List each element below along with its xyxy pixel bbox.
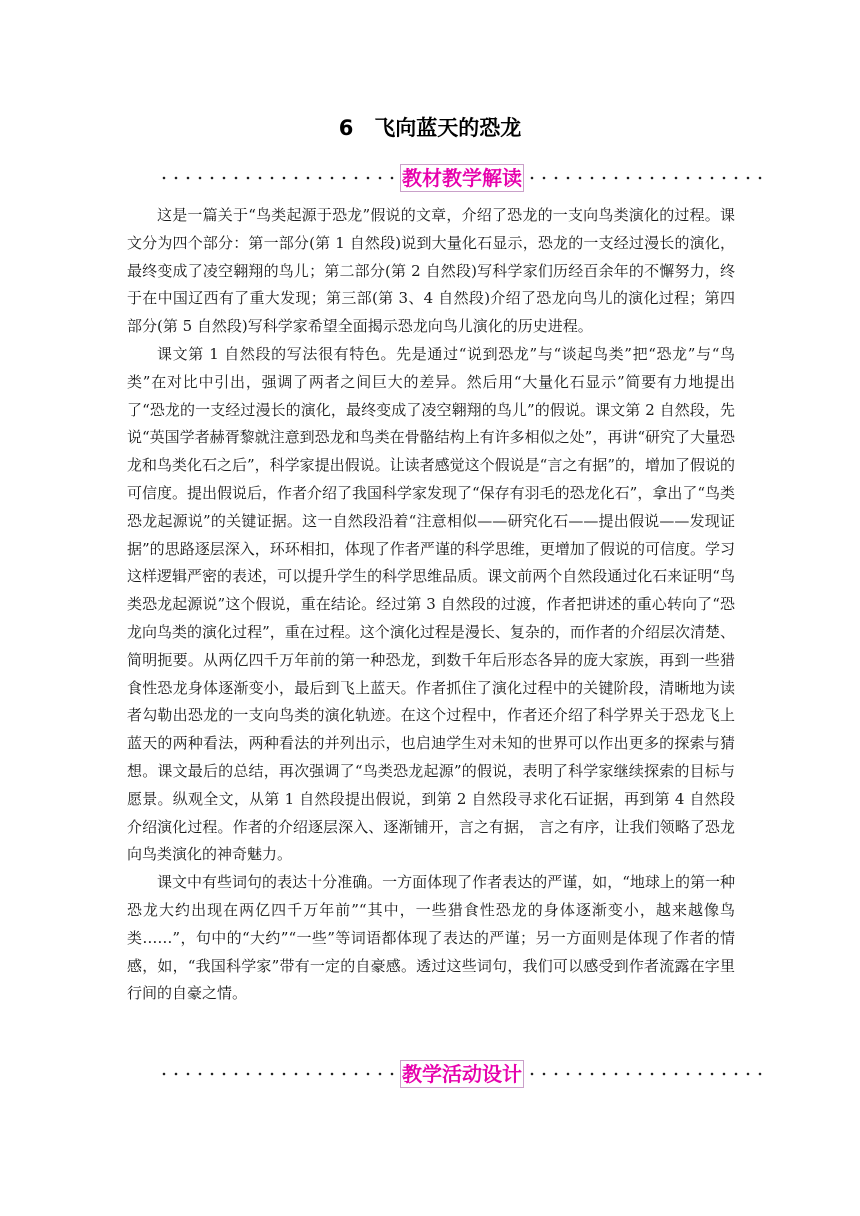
section-heading-textbook-analysis: 教材教学解读 xyxy=(402,166,522,190)
section-divider-activity-design xyxy=(158,1059,766,1089)
paragraph: 课文中有些词句的表达十分准确。一方面体现了作者表达的严谨，如，“地球上的第一种恐龙大约出现在两亿四千万年前”“其中，一些猎食性恐龙的身体逐渐变小，越来越像鸟类……”，句中的“大约”“一些”等词语都体现了表达的严谨；另一方面则是体现了作者的情感，如，“我国科学家”带有一定的自豪感。透过这些词句，我们可以感受到作者流露在字里行间的自豪之情。 xyxy=(127,873,735,1003)
paragraph: 课文第 1 自然段的写法很有特色。先是通过“说到恐龙”与“谈起鸟类”把“恐龙”与“鸟类”在对比中引出，强调了两者之间巨大的差异。然后用“大量化石显示”简要有力地提出了“恐龙的一支经过漫长的演化，最终变成了凌空翱翔的鸟儿”的假说。课文第 2 自然段，先说“英国学者赫胥黎就注意到恐龙和鸟类在骨骼结构上有许多相似之处”，再讲“研究了大量恐龙和鸟类化石之后”，科学家提出假说。让读者感觉这个假说是“言之有据”的，增加了假说的可信度。提出假说后，作者介绍了我国科学家发现了“保存有羽毛的恐龙化石”，拿出了“鸟类恐龙起源说”的关键证据。这一自然段沿着“注意相似——研究化石——提出假说——发现证据”的思路逐层深入，环环相扣，体现了作者严谨的科学思维，更增加了假说的可信度。学习这样逻辑严密的表述，可以提升学生的科学思维品质。课文前两个自然段通过化石来证明“鸟类恐龙起源说”这个假说，重在结论。经过第 3 自然段的过渡，作者把讲述的重心转向了“恐龙向鸟类的演化过程”，重在过程。这个演化过程是漫长、复杂的，而作者的介绍层次清楚、简明扼要。从两亿四千万年前的第一种恐龙，到数千年后形态各异的庞大家族，再到一些猎食性恐龙身体逐渐变小，最后到飞上蓝天。作者抓住了演化过程中的关键阶段，清晰地为读者勾勒出恐龙的一支向鸟类的演化轨迹。在这个过程中，作者还介绍了科学界关于恐龙飞上蓝天的两种看法，两种看法的并列出示，也启迪学生对未知的世界可以作出更多的探索与猜想。课文最后的总结，再次强调了“鸟类恐龙起源”的假说，表明了科学家继续探索的目标与愿景。纵观全文，从第 1 自然段提出假说，到第 2 自然段寻求化石证据，再到第 4 自然段介绍演化过程。作者的介绍逐层深入、逐渐铺开，言之有据， 言之有序，让我们领略了恐龙向鸟类演化的神奇魅力。 xyxy=(127,344,736,864)
paragraph: 这是一篇关于“鸟类起源于恐龙”假说的文章，介绍了恐龙的一支向鸟类演化的过程。课文分为四个部分：第一部分(第 1 自然段)说到大量化石显示，恐龙的一支经过漫长的演化，最终变成了凌空翱翔的鸟儿；第二部分(第 2 自然段)写科学家们历经百余年的不懈努力，终于在中国辽西有了重大发现；第三部(第 3、4 自然段)介绍了恐龙向鸟儿的演化过程；第四部分(第 5 自然段)写科学家希望全面揭示恐龙向鸟儿演化的历史进程。 xyxy=(127,206,735,336)
dotted-rule-left xyxy=(158,176,398,180)
section-heading-activity-design: 教学活动设计 xyxy=(402,1062,522,1086)
section-divider-textbook-analysis xyxy=(158,163,766,193)
dotted-rule-right xyxy=(526,176,766,180)
dotted-rule-left xyxy=(158,1072,398,1076)
body-text xyxy=(127,202,735,1008)
page-title: 6 飞向蓝天的恐龙 xyxy=(338,116,522,140)
dotted-rule-right xyxy=(526,1072,766,1076)
